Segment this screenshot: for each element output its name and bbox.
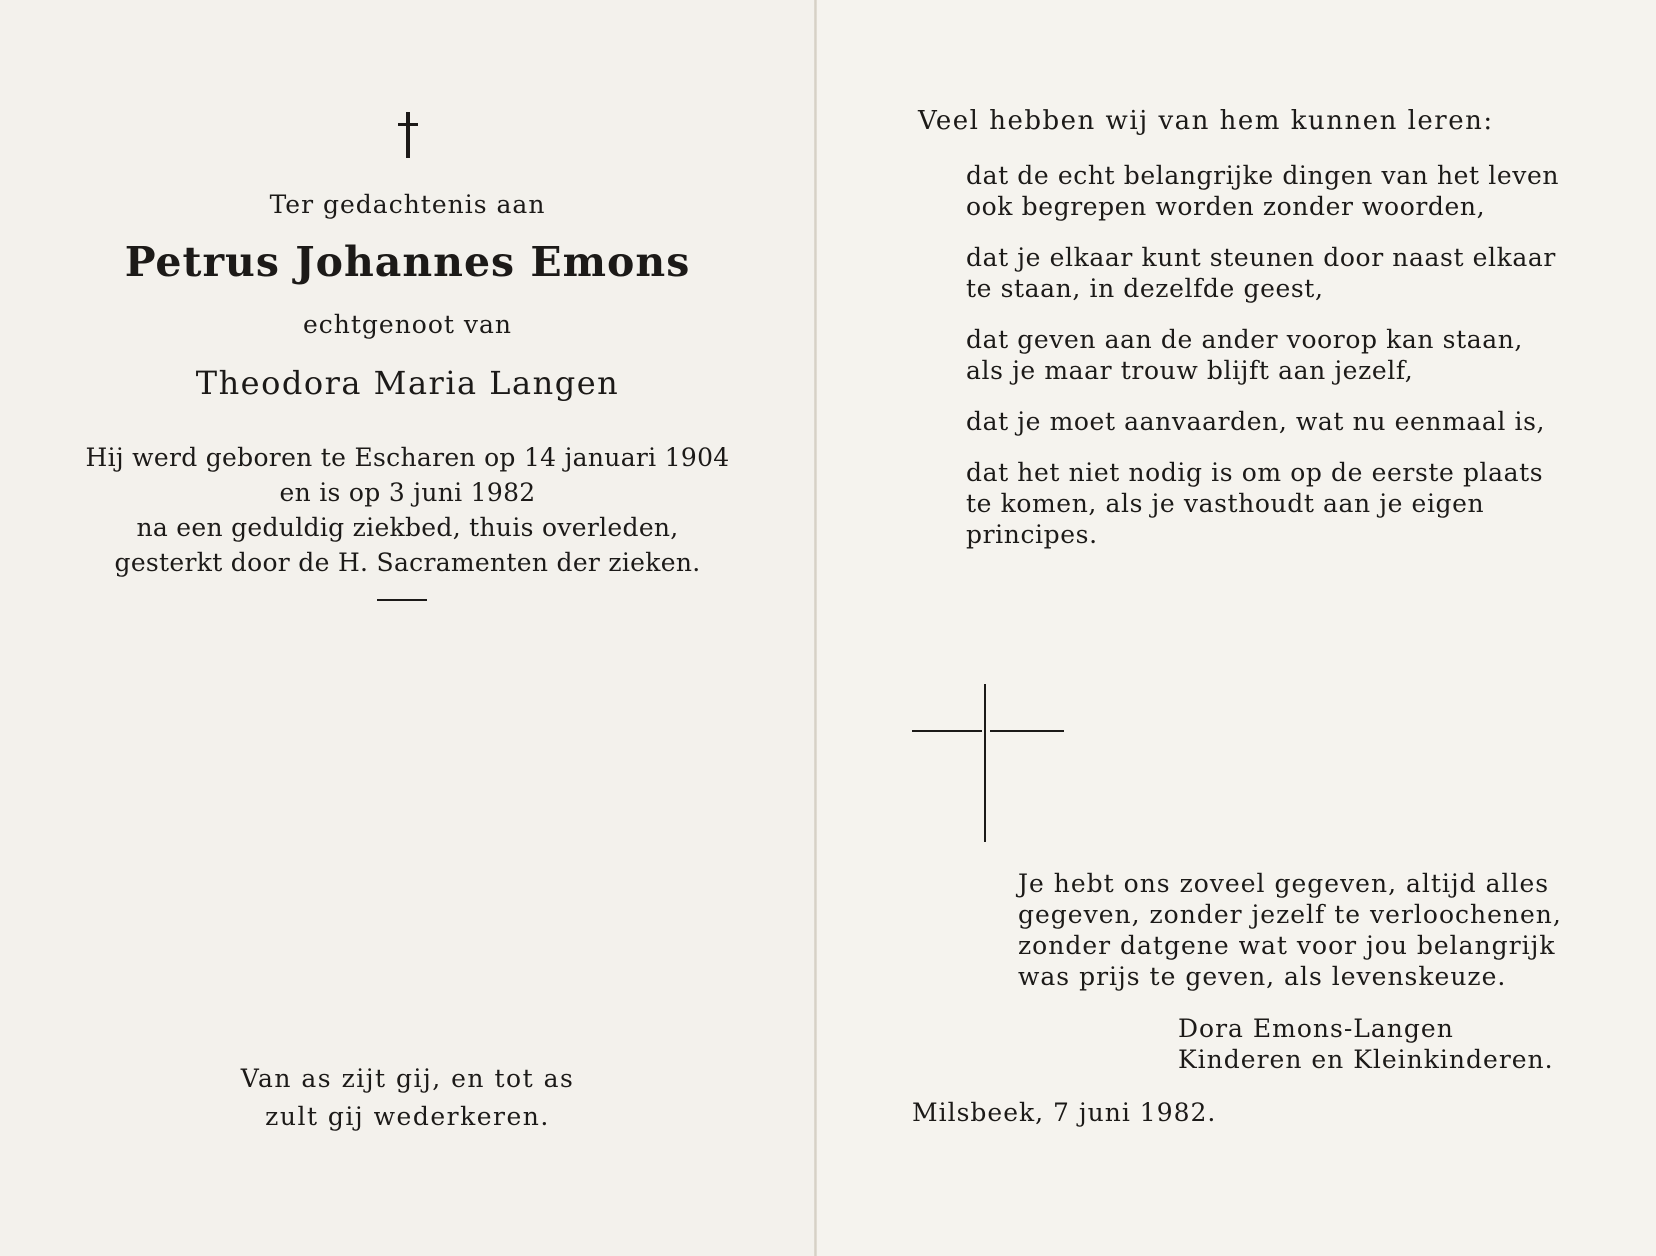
in-memory-heading: Ter gedachtenis aan bbox=[269, 190, 546, 219]
place-date: Milsbeek, 7 juni 1982. bbox=[912, 1098, 1217, 1127]
spouse-label: echtgenoot van bbox=[302, 310, 513, 339]
deceased-name: Petrus Johannes Emons bbox=[124, 238, 691, 286]
signature-line: Dora Emons-Langen bbox=[1178, 1014, 1454, 1043]
divider bbox=[377, 599, 427, 601]
lesson-item bbox=[966, 457, 1558, 550]
large-cross-icon bbox=[912, 684, 1064, 842]
lesson-line: dat je elkaar kunt steunen door naast elkaar bbox=[966, 243, 1556, 272]
left-page bbox=[0, 0, 815, 1256]
signature-line: Kinderen en Kleinkinderen. bbox=[1178, 1045, 1554, 1074]
bio-line: Hij werd geboren te Escharen op 14 januari 1904 bbox=[85, 443, 730, 472]
lesson-item bbox=[966, 324, 1558, 386]
lessons-intro: Veel hebben wij van hem kunnen leren: bbox=[918, 106, 1494, 136]
lesson-line: als je maar trouw blijft aan jezelf, bbox=[966, 356, 1414, 385]
biography bbox=[0, 440, 815, 580]
bio-line: gesterkt door de H. Sacramenten der zieken. bbox=[114, 548, 701, 577]
closing-line: Van as zijt gij, en tot as bbox=[240, 1064, 575, 1093]
tribute-line: gegeven, zonder jezelf te verloochenen, bbox=[1018, 900, 1562, 929]
lesson-item bbox=[966, 160, 1558, 222]
lesson-line: principes. bbox=[966, 520, 1098, 549]
lesson-line: dat het niet nodig is om op de eerste plaats bbox=[966, 458, 1544, 487]
closing-verse bbox=[0, 1060, 815, 1136]
lesson-item bbox=[966, 406, 1558, 437]
lesson-line: dat je moet aanvaarden, wat nu eenmaal is, bbox=[966, 407, 1546, 436]
tribute-line: was prijs te geven, als levenskeuze. bbox=[1018, 962, 1507, 991]
lessons-list bbox=[966, 160, 1558, 570]
tribute-line: Je hebt ons zoveel gegeven, altijd alles bbox=[1018, 869, 1550, 898]
tribute-line: zonder datgene wat voor jou belangrijk bbox=[1018, 931, 1556, 960]
small-cross-icon bbox=[396, 112, 420, 158]
lesson-line: ook begrepen worden zonder woorden, bbox=[966, 192, 1486, 221]
spouse-name: Theodora Maria Langen bbox=[195, 364, 620, 402]
tribute-text bbox=[1018, 868, 1562, 992]
lesson-item bbox=[966, 242, 1558, 304]
closing-line: zult gij wederkeren. bbox=[265, 1102, 550, 1131]
lesson-line: te staan, in dezelfde geest, bbox=[966, 274, 1324, 303]
lesson-line: dat geven aan de ander voorop kan staan, bbox=[966, 325, 1523, 354]
lesson-line: te komen, als je vasthoudt aan je eigen bbox=[966, 489, 1485, 518]
lesson-line: dat de echt belangrijke dingen van het leven bbox=[966, 161, 1560, 190]
bio-line: na een geduldig ziekbed, thuis overleden, bbox=[136, 513, 679, 542]
signature bbox=[1178, 1013, 1554, 1075]
bio-line: en is op 3 juni 1982 bbox=[279, 478, 536, 507]
